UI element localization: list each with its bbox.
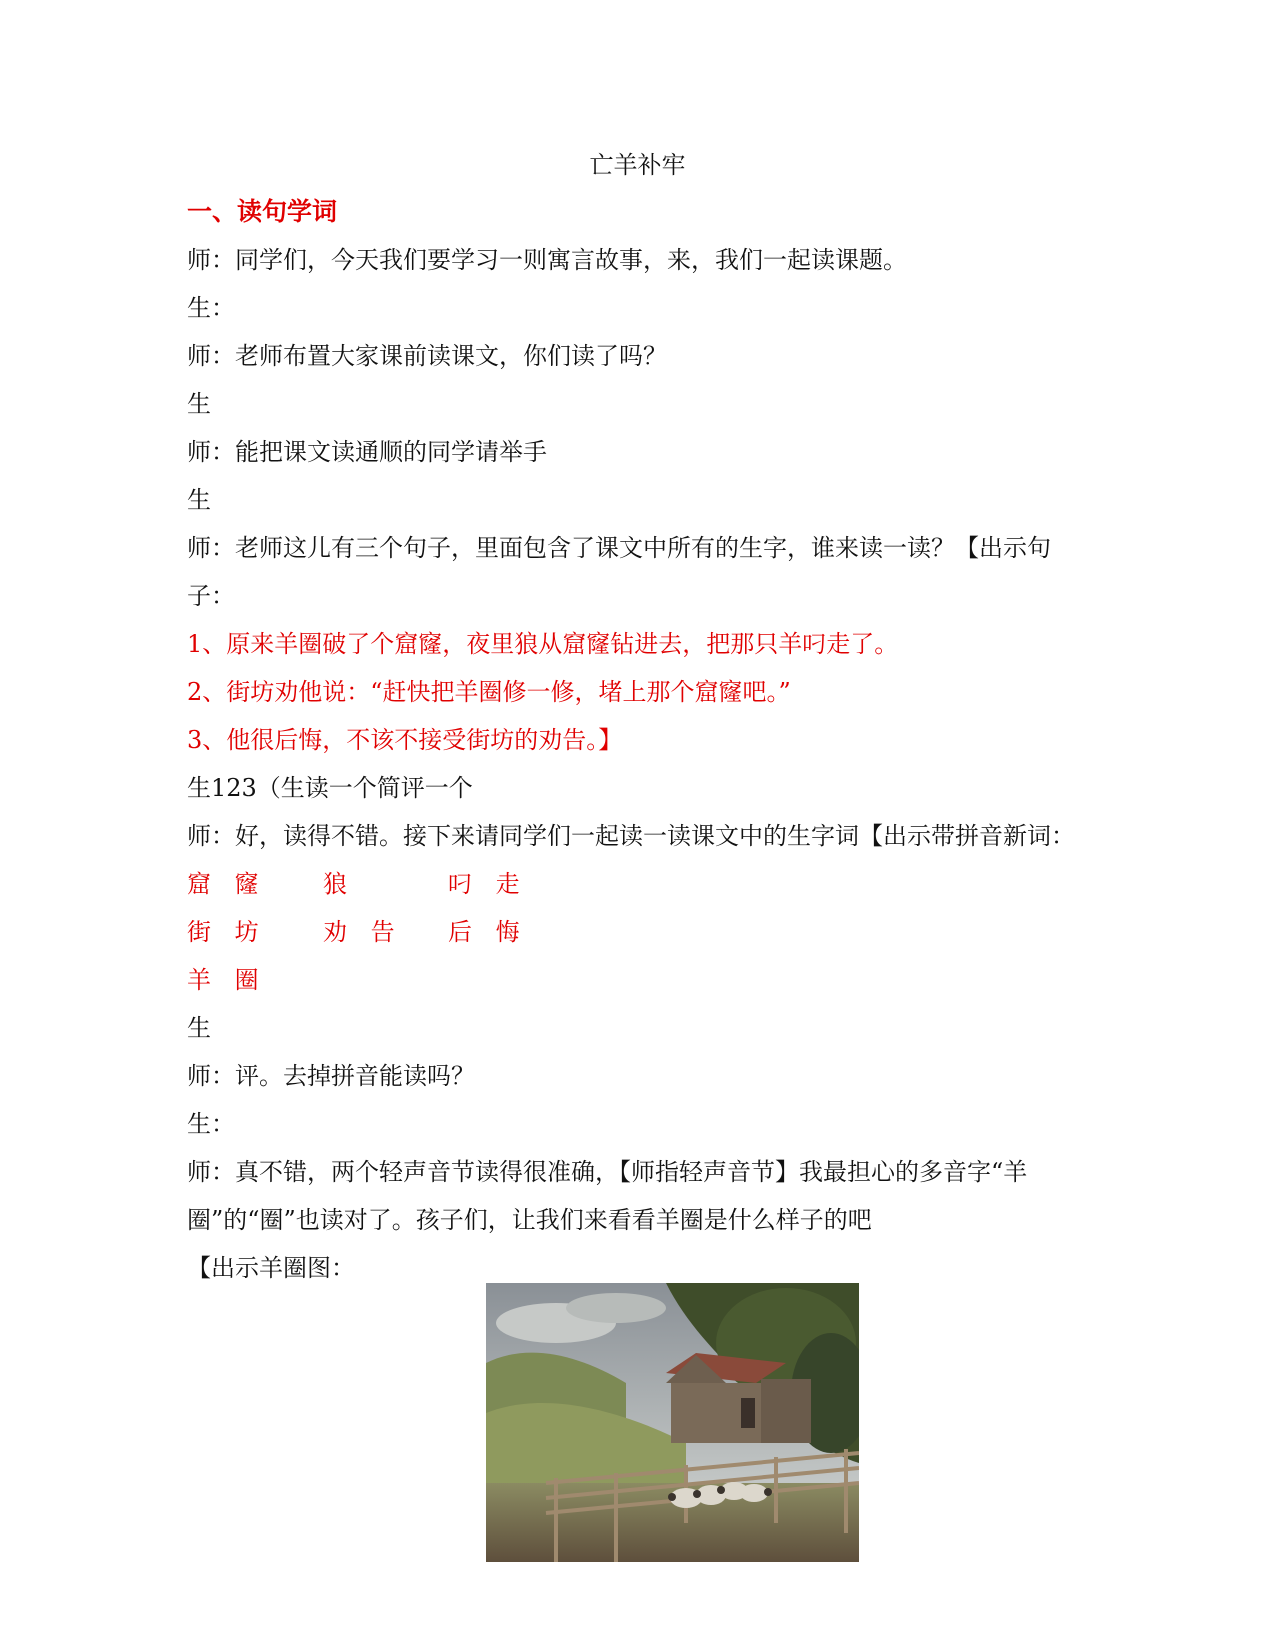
dialogue-line: 圈”的“圈”也读对了。孩子们，让我们来看看羊圈是什么样子的吧: [187, 1206, 872, 1234]
section-heading: 一、读句学词: [187, 197, 338, 226]
vocab-word: 劝 告: [323, 918, 403, 946]
dialogue-line: 【出示羊圈图：: [187, 1254, 355, 1282]
sentence-1: 1、原来羊圈破了个窟窿，夜里狼从窟窿钻进去，把那只羊叼走了。: [187, 630, 899, 658]
dialogue-line: 生: [187, 390, 211, 418]
dialogue-line: 生: [187, 1014, 211, 1042]
dialogue-line: 师：老师这儿有三个句子，里面包含了课文中所有的生字，谁来读一读？【出示句: [187, 534, 1051, 562]
vocab-word: 羊 圈: [187, 966, 267, 994]
vocab-word: 街 坊: [187, 918, 267, 946]
dialogue-line: 生: [187, 486, 211, 514]
dialogue-line: 子：: [187, 582, 235, 610]
dialogue-line: 师：能把课文读通顺的同学请举手: [187, 438, 547, 466]
vocab-word: 后 悔: [448, 918, 528, 946]
document-title: 亡羊补牢: [589, 151, 686, 179]
dialogue-line: 师：好，读得不错。接下来请同学们一起读一读课文中的生字词【出示带拼音新词：: [187, 822, 1075, 850]
dialogue-line: 师：评。去掉拼音能读吗？: [187, 1062, 475, 1090]
dialogue-line: 师：真不错，两个轻声音节读得很准确，【师指轻声音节】我最担心的多音字“羊: [187, 1158, 1028, 1186]
dialogue-line: 生123（生读一个简评一个: [187, 774, 473, 802]
dialogue-line: 生：: [187, 1110, 235, 1138]
dialogue-line: 生：: [187, 294, 235, 322]
sentence-3: 3、他很后悔，不该不接受街坊的劝告。】: [187, 726, 623, 754]
vocab-word: 窟 窿: [187, 870, 267, 898]
dialogue-line: 师：同学们，今天我们要学习一则寓言故事，来，我们一起读课题。: [187, 246, 907, 274]
vocab-word: 叼 走: [448, 870, 528, 898]
dialogue-line: 师：老师布置大家课前读课文，你们读了吗？: [187, 342, 667, 370]
sheep-pen-photo: [486, 1283, 859, 1562]
vocab-word: 狼: [323, 870, 355, 898]
sentence-2: 2、街坊劝他说：“赶快把羊圈修一修，堵上那个窟窿吧。”: [187, 678, 791, 706]
